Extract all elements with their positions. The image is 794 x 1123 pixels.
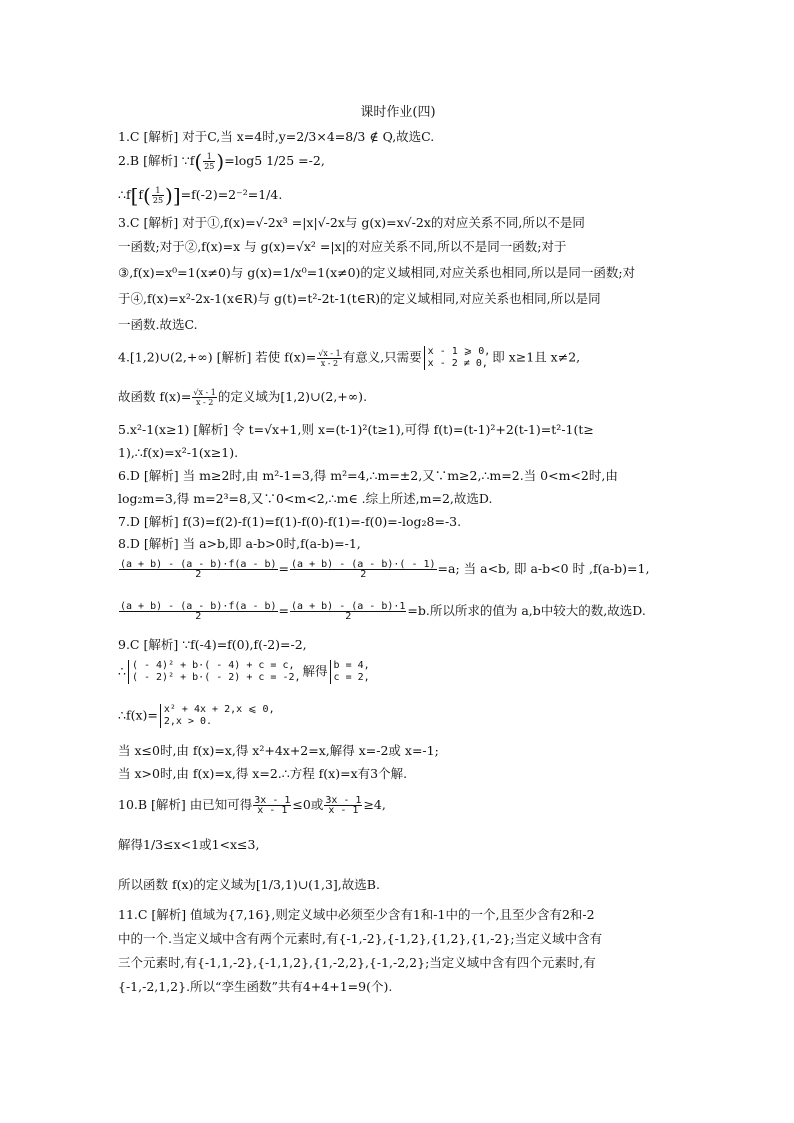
fraction: $\frac{(a + b) - (a - b)\cdot 1}{2}$ <box>291 601 406 622</box>
answer-3-line-1: 3.C [解析] 对于①,f(x)=√-2x³ =|x|√-2x与 g(x)=x√-2x的对应关系不同,所以不是同 <box>118 215 585 230</box>
fraction: $\frac{3x - 1}{x - 1}$ <box>254 795 291 816</box>
answer-11-line-3: 三个元素时,有{-1,1,-2},{-1,1,2},{1,-2,2},{-1,-2,2};当定义域中含有四个元素时,有 <box>118 955 596 970</box>
answer-9-line-2: ∴ ( - 4)² + b·( - 4) + c = c, ( - 2)² + b·( - 2) + c = -2, 解得 b = 4, c = 2, <box>118 660 370 683</box>
answer-6-line-1: 6.D [解析] 当 m≥2时,由 m²-1=3,得 m²=4,∴m=±2,又∵m≥2,∴m=2.当 0<m<2时,由 <box>118 468 618 483</box>
answer-10-line-1: 10.B [解析] 由已知可得 $\frac{3x - 1}{x - 1}$ ≤0或 $\frac{3x - 1}{x - 1}$ ≥4, <box>118 795 386 816</box>
inequality-system: x - 1 ⩾ 0, x - 2 ≠ 0, <box>424 346 491 370</box>
answer-11-line-4: {-1,-2,1,2}.所以“孪生函数”共有4+4+1=9(个). <box>118 979 393 994</box>
answer-8-line-3: $\frac{(a + b) - (a - b)\cdot f(a - b)}{2}$ = $\frac{(a + b) - (a - b)\cdot 1}{2}$ =b.所以所求的值为 a,b中较大的数,故选D. <box>120 601 646 622</box>
answer-2-line-2: ∴f[f( $\frac{1}{25}$ )]=f(-2)=2⁻²=1/4. <box>118 183 283 208</box>
answer-8-line-1: 8.D [解析] 当 a>b,即 a-b>0时,f(a-b)=-1, <box>118 536 361 551</box>
fraction: $\frac{1}{25}$ <box>204 152 215 171</box>
page-title: 课时作业(四) <box>360 105 436 120</box>
equation-system: ( - 4)² + b·( - 4) + c = c, ( - 2)² + b·( - 2) + c = -2, <box>128 660 301 684</box>
answer-4-line-1: 4.[1,2)∪(2,+∞) [解析] 若使 f(x)= $\frac{√x - 1}{x - 2}$ 有意义,只需要 x - 1 ⩾ 0, x - 2 ≠ 0, 即 x≥1且 x≠2, <box>118 346 581 369</box>
solution-system: b = 4, c = 2, <box>330 660 370 684</box>
answer-8-line-2: $\frac{(a + b) - (a - b)\cdot f(a - b)}{2}$ = $\frac{(a + b) - (a - b)\cdot( - 1)}{2}$ =a; 当 a<b, 即 a-b<0 时 ,f(a-b)=1, <box>120 559 650 580</box>
fraction: $\frac{(a + b) - (a - b)\cdot f(a - b)}{2}$ <box>120 601 277 622</box>
answer-11-line-1: 11.C [解析] 值域为{7,16},则定义域中必须至少含有1和-1中的一个,且至少含有2和-2 <box>118 907 595 922</box>
answer-7: 7.D [解析] f(3)=f(2)-f(1)=f(1)-f(0)-f(1)=-f(0)=-log₂8=-3. <box>118 514 462 529</box>
fraction: $\frac{3x - 1}{x - 1}$ <box>325 795 362 816</box>
answer-5-line-2: 1),∴f(x)=x²-1(x≥1). <box>118 445 239 460</box>
fraction: $\frac{√x - 1}{x - 2}$ <box>318 348 341 368</box>
answer-10-line-3: 所以函数 f(x)的定义域为[1/3,1)∪(1,3],故选B. <box>118 877 380 892</box>
fraction: $\frac{(a + b) - (a - b)\cdot( - 1)}{2}$ <box>291 559 436 580</box>
fraction: $\frac{(a + b) - (a - b)\cdot f(a - b)}{2}$ <box>120 559 277 580</box>
answer-2-line-1: 2.B [解析] ∵f( $\frac{1}{25}$ )=log5 1/25 =-2, <box>118 149 325 174</box>
answer-4-line-2: 故函数 f(x)= $\frac{√x - 1}{x - 2}$ 的定义域为[1,2)∪(2,+∞). <box>118 388 368 407</box>
piecewise-function: x² + 4x + 2,x ⩽ 0, 2,x > 0. <box>160 704 275 728</box>
answer-6-line-2: log₂m=3,得 m=2³=8,又∵0<m<2,∴m∈ .综上所述,m=2,故选D. <box>118 491 493 506</box>
answer-9-line-4: 当 x≤0时,由 f(x)=x,得 x²+4x+2=x,解得 x=-2或 x=-1; <box>118 743 439 758</box>
answer-5-line-1: 5.x²-1(x≥1) [解析] 令 t=√x+1,则 x=(t-1)²(t≥1),可得 f(t)=(t-1)²+2(t-1)=t²-1(t≥ <box>118 422 594 437</box>
answer-3-line-2: 一函数;对于②,f(x)=x 与 g(x)=√x² =|x|的对应关系不同,所以不是同一函数;对于 <box>118 239 567 254</box>
answer-9-line-1: 9.C [解析] ∵f(-4)=f(0),f(-2)=-2, <box>118 637 307 652</box>
answer-3-line-5: 一函数.故选C. <box>118 317 198 332</box>
fraction: $\frac{1}{25}$ <box>152 186 164 205</box>
answer-11-line-2: 中的一个.当定义域中含有两个元素时,有{-1,-2},{-1,2},{1,2},{1,-2};当定义域中含有 <box>118 931 603 946</box>
answer-9-line-3: ∴f(x)= x² + 4x + 2,x ⩽ 0, 2,x > 0. <box>118 704 275 727</box>
answer-10-line-2: 解得1/3≤x<1或1<x≤3, <box>118 837 260 852</box>
answer-9-line-5: 当 x>0时,由 f(x)=x,得 x=2.∴方程 f(x)=x有3个解. <box>118 766 408 781</box>
answer-3-line-4: 于④,f(x)=x²-2x-1(x∈R)与 g(t)=t²-2t-1(t∈R)的定义域相同,对应关系也相同,所以是同 <box>118 291 601 306</box>
answer-1: 1.C [解析] 对于C,当 x=4时,y=2/3×4=8/3 ∉ Q,故选C. <box>118 129 435 144</box>
fraction: $\frac{√x - 1}{x - 2}$ <box>193 388 216 407</box>
answer-3-line-3: ③,f(x)=x⁰=1(x≠0)与 g(x)=1/x⁰=1(x≠0)的定义域相同,对应关系也相同,所以是同一函数;对 <box>118 265 636 280</box>
